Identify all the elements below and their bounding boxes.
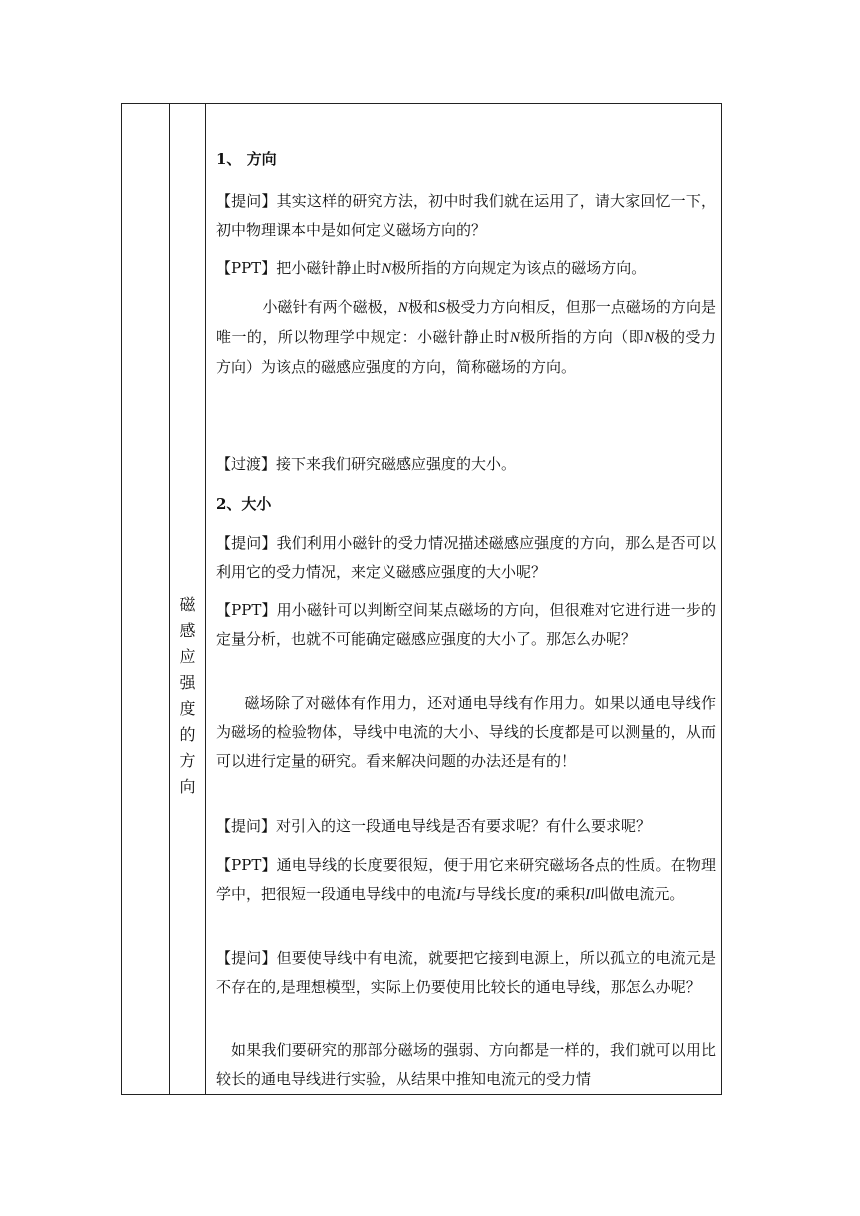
paragraph-text: 把小磁针静止时 [276,259,382,277]
vertical-label-char: 应 [179,647,196,666]
symbol-n: N [397,300,408,316]
lesson-table [121,103,722,1095]
column-divider [205,104,206,1094]
tag-label: 【提问】 [216,192,277,210]
ppt-paragraph [216,851,716,910]
ppt-paragraph [216,596,716,654]
tag-label: 【提问】 [216,817,277,835]
vertical-label-char: 的 [179,725,196,744]
symbol-n: N [644,330,655,346]
paragraph-text: 的乘积 [540,885,586,903]
paragraph-text: 对引入的这一段通电导线是否有要求呢？有什么要求呢？ [276,817,652,835]
tag-label: 【PPT】 [216,856,277,874]
paragraph-text: 其实这样的研究方法，初中时我们就在运用了，请大家回忆一下，初中物理课本中是如何定义磁场方向的？ [216,192,716,239]
paragraph-text: 极所指的方向（即 [519,328,645,346]
vertical-label-char: 度 [179,699,196,718]
paragraph-text: 极的受力方向）为该点的磁感应强度的方向，简称磁场的方向。 [216,328,716,376]
question-paragraph [216,187,716,245]
paragraph-text: 极所指的方向规定为该点的磁场方向。 [391,259,647,277]
paragraph-text: 极受力方向相反，但那一点磁场的方向是唯一的，所以物理学中规定：小磁针静止时 [216,298,716,346]
question-paragraph [216,944,716,1002]
symbol-s: S [437,300,446,316]
tag-label: 【提问】 [216,949,277,967]
ppt-paragraph [216,254,716,284]
tag-label: 【PPT】 [216,601,277,619]
paragraph-text: 极和 [407,298,438,316]
vertical-label-char: 磁 [179,595,196,614]
paragraph-text: 用小磁针可以判断空间某点磁场的方向，但很难对它进行进一步的定量分析，也就不可能确定磁感应强度的大小了。那怎么办呢？ [216,601,716,648]
symbol-i: I [456,887,462,903]
tag-label: 【提问】 [216,534,277,552]
symbol-n: N [381,261,392,277]
paragraph-text: 与导线长度 [461,885,537,903]
tag-label: 【PPT】 [216,259,277,277]
explanation-paragraph [216,293,716,382]
paragraph-text: 如果我们要研究的那部分磁场的强弱、方向都是一样的，我们就可以用比较长的通电导线进行实验，从结果中推知电流元的受力情 [216,1041,716,1088]
section-heading-magnitude: 2、大小 [216,495,272,513]
paragraph-text: 磁场除了对磁体有作用力，还对通电导线有作用力。如果以通电导线作为磁场的检验物体，导线中电流的大小、导线的长度都是可以测量的，从而可以进行定量的研究。看来解决问题的办法还是有的！ [216,694,716,770]
vertical-label [170,592,205,800]
vertical-label-char: 方 [179,751,196,770]
paragraph-text: 我们利用小磁针的受力情况描述磁感应强度的方向，那么是否可以利用它的受力情况，来定义磁感应强度的大小呢？ [216,534,716,581]
vertical-label-char: 感 [179,621,196,640]
section-heading-direction: 1、 方向 [216,150,277,168]
symbol-l: l [536,887,541,903]
vertical-label-char: 向 [179,777,196,796]
vertical-label-char: 强 [179,673,196,692]
transition-paragraph [216,450,716,479]
symbol-n: N [509,330,520,346]
explanation-paragraph [216,1036,716,1094]
question-paragraph [216,812,716,841]
symbol-il: Il [585,887,595,903]
paragraph-text: 通电导线的长度要很短，便于用它来研究磁场各点的性质。在物理学中，把很短一段通电导线中的电流 [216,856,716,903]
paragraph-text: 接下来我们研究磁感应强度的大小。 [276,455,517,473]
paragraph-text: 但要使导线中有电流，就要把它接到电源上，所以孤立的电流元是不存在的,是理想模型，实际上仍要使用比较长的通电导线，那怎么办呢？ [216,949,716,996]
question-paragraph [216,529,716,587]
paragraph-text: 叫做电流元。 [594,885,685,903]
paragraph-text: 小磁针有两个磁极， [262,298,398,316]
tag-label: 【过渡】 [216,455,277,473]
explanation-paragraph [216,689,716,776]
